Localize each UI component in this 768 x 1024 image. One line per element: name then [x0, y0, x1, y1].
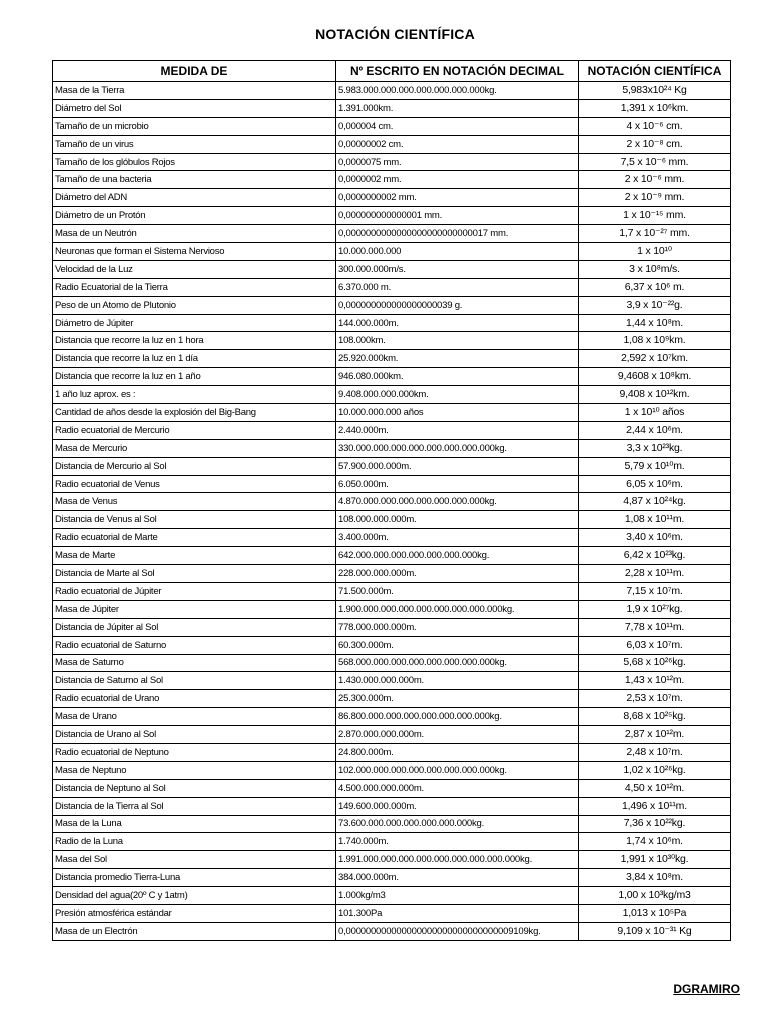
cell-medida: Masa de Marte — [53, 547, 336, 565]
cell-decimal: 0,00000002 cm. — [336, 135, 579, 153]
cell-cientifica: 7,5 x 10⁻⁶ mm. — [579, 153, 731, 171]
table-row — [53, 547, 731, 565]
header-cientifica: NOTACIÓN CIENTÍFICA — [579, 61, 731, 82]
cell-decimal: 5.983.000.000.000.000.000.000.000kg. — [336, 82, 579, 100]
cell-cientifica: 1,00 x 10³kg/m3 — [579, 887, 731, 905]
cell-cientifica: 1,08 x 10¹¹m. — [579, 511, 731, 529]
cell-decimal: 228.000.000.000m. — [336, 565, 579, 583]
cell-medida: Masa de Saturno — [53, 654, 336, 672]
cell-decimal: 0,000000000000001 mm. — [336, 207, 579, 225]
cell-medida: Tamaño de los glóbulos Rojos — [53, 153, 336, 171]
cell-decimal: 144.000.000m. — [336, 314, 579, 332]
cell-medida: Masa de la Luna — [53, 815, 336, 833]
cell-cientifica: 7,15 x 10⁷m. — [579, 582, 731, 600]
table-row — [53, 726, 731, 744]
cell-decimal: 25.920.000km. — [336, 350, 579, 368]
cell-cientifica: 7,78 x 10¹¹m. — [579, 618, 731, 636]
cell-cientifica: 2 x 10⁻⁸ cm. — [579, 135, 731, 153]
cell-decimal: 0,000000000000000000000000000000009109kg. — [336, 922, 579, 940]
cell-cientifica: 1,013 x 10⁵Pa — [579, 904, 731, 922]
cell-medida: Peso de un Atomo de Plutonio — [53, 296, 336, 314]
cell-cientifica: 2,48 x 10⁷m. — [579, 743, 731, 761]
cell-cientifica: 3,84 x 10⁸m. — [579, 869, 731, 887]
cell-cientifica: 5,983x10²⁴ Kg — [579, 82, 731, 100]
table-row — [53, 708, 731, 726]
cell-cientifica: 7,36 x 10²²kg. — [579, 815, 731, 833]
cell-decimal: 2.440.000m. — [336, 421, 579, 439]
cell-medida: Tamaño de una bacteria — [53, 171, 336, 189]
cell-cientifica: 9,4608 x 10⁸km. — [579, 368, 731, 386]
cell-cientifica: 9,109 x 10⁻³¹ Kg — [579, 922, 731, 940]
cell-medida: Tamaño de un microbio — [53, 117, 336, 135]
cell-decimal: 86.800.000.000.000.000.000.000.000kg. — [336, 708, 579, 726]
cell-medida: Masa de Neptuno — [53, 761, 336, 779]
table-row — [53, 457, 731, 475]
cell-decimal: 330.000.000.000.000.000.000.000.000kg. — [336, 439, 579, 457]
cell-medida: Densidad del agua(20º C y 1atm) — [53, 887, 336, 905]
cell-medida: Distancia de Saturno al Sol — [53, 672, 336, 690]
cell-medida: Masa de Mercurio — [53, 439, 336, 457]
cell-cientifica: 2,592 x 10⁷km. — [579, 350, 731, 368]
page-title: NOTACIÓN CIENTÍFICA — [315, 26, 475, 42]
cell-medida: Masa de un Electrón — [53, 922, 336, 940]
cell-cientifica: 2 x 10⁻⁹ mm. — [579, 189, 731, 207]
cell-medida: Masa de un Neutrón — [53, 225, 336, 243]
cell-decimal: 57.900.000.000m. — [336, 457, 579, 475]
author-signature: DGRAMIRO — [673, 982, 740, 996]
cell-decimal: 0,000004 cm. — [336, 117, 579, 135]
table-row — [53, 421, 731, 439]
cell-cientifica: 6,05 x 10⁶m. — [579, 475, 731, 493]
table-row — [53, 654, 731, 672]
cell-medida: Masa de Urano — [53, 708, 336, 726]
table-row — [53, 743, 731, 761]
cell-medida: Radio ecuatorial de Neptuno — [53, 743, 336, 761]
cell-cientifica: 1,02 x 10²⁶kg. — [579, 761, 731, 779]
table-row — [53, 922, 731, 940]
cell-cientifica: 2 x 10⁻⁶ mm. — [579, 171, 731, 189]
cell-cientifica: 6,42 x 10²³kg. — [579, 547, 731, 565]
cell-cientifica: 2,53 x 10⁷m. — [579, 690, 731, 708]
table-row — [53, 332, 731, 350]
cell-medida: Distancia de Mercurio al Sol — [53, 457, 336, 475]
header-decimal: Nº ESCRITO EN NOTACIÓN DECIMAL — [336, 61, 579, 82]
table-row — [53, 368, 731, 386]
cell-decimal: 1.430.000.000.000m. — [336, 672, 579, 690]
table-row — [53, 833, 731, 851]
table-row — [53, 386, 731, 404]
cell-medida: Radio ecuatorial de Júpiter — [53, 582, 336, 600]
cell-medida: Velocidad de la Luz — [53, 260, 336, 278]
cell-decimal: 108.000.000.000m. — [336, 511, 579, 529]
cell-decimal: 2.870.000.000.000m. — [336, 726, 579, 744]
table-row — [53, 529, 731, 547]
cell-decimal: 1.740.000m. — [336, 833, 579, 851]
cell-cientifica: 1,44 x 10⁸m. — [579, 314, 731, 332]
cell-medida: Distancia de la Tierra al Sol — [53, 797, 336, 815]
cell-medida: Diámetro del ADN — [53, 189, 336, 207]
cell-decimal: 778.000.000.000m. — [336, 618, 579, 636]
cell-decimal: 24.800.000m. — [336, 743, 579, 761]
cell-medida: Distancia de Venus al Sol — [53, 511, 336, 529]
cell-medida: Radio ecuatorial de Mercurio — [53, 421, 336, 439]
table-row — [53, 296, 731, 314]
cell-cientifica: 1,391 x 10⁶km. — [579, 99, 731, 117]
cell-decimal: 3.400.000m. — [336, 529, 579, 547]
cell-decimal: 101.300Pa — [336, 904, 579, 922]
cell-decimal: 0,000000000000000000039 g. — [336, 296, 579, 314]
table-row — [53, 582, 731, 600]
cell-medida: Distancia promedio Tierra-Luna — [53, 869, 336, 887]
table-row — [53, 636, 731, 654]
cell-medida: Masa de Júpiter — [53, 600, 336, 618]
cell-medida: Presión atmosférica estándar — [53, 904, 336, 922]
cell-medida: Masa del Sol — [53, 851, 336, 869]
cell-decimal: 0,0000000000000000000000000017 mm. — [336, 225, 579, 243]
cell-decimal: 4.870.000.000.000.000.000.000.000kg. — [336, 493, 579, 511]
cell-cientifica: 9,408 x 10¹²km. — [579, 386, 731, 404]
cell-cientifica: 4,87 x 10²⁴kg. — [579, 493, 731, 511]
cell-cientifica: 1,74 x 10⁶m. — [579, 833, 731, 851]
cell-cientifica: 1 x 10⁻¹⁵ mm. — [579, 207, 731, 225]
cell-medida: Distancia de Urano al Sol — [53, 726, 336, 744]
cell-decimal: 4.500.000.000.000m. — [336, 779, 579, 797]
table-row — [53, 153, 731, 171]
cell-decimal: 71.500.000m. — [336, 582, 579, 600]
cell-medida: Distancia que recorre la luz en 1 día — [53, 350, 336, 368]
cell-medida: Diámetro de un Protón — [53, 207, 336, 225]
table-row — [53, 618, 731, 636]
table-row — [53, 672, 731, 690]
cell-decimal: 10.000.000.000 años — [336, 404, 579, 422]
cell-decimal: 0,0000000002 mm. — [336, 189, 579, 207]
cell-medida: Radio ecuatorial de Venus — [53, 475, 336, 493]
cell-decimal: 0,0000002 mm. — [336, 171, 579, 189]
cell-decimal: 149.600.000.000m. — [336, 797, 579, 815]
cell-cientifica: 2,44 x 10⁶m. — [579, 421, 731, 439]
table-header-row — [53, 61, 731, 82]
cell-medida: Distancia que recorre la luz en 1 hora — [53, 332, 336, 350]
cell-medida: Radio ecuatorial de Marte — [53, 529, 336, 547]
cell-decimal: 1.391.000km. — [336, 99, 579, 117]
table-row — [53, 690, 731, 708]
scientific-notation-table — [52, 60, 731, 941]
table-row — [53, 278, 731, 296]
cell-cientifica: 5,68 x 10²⁶kg. — [579, 654, 731, 672]
cell-medida: 1 año luz aprox. es : — [53, 386, 336, 404]
cell-medida: Distancia de Marte al Sol — [53, 565, 336, 583]
table-row — [53, 779, 731, 797]
cell-decimal: 25.300.000m. — [336, 690, 579, 708]
table-row — [53, 117, 731, 135]
cell-cientifica: 3 x 10⁸m/s. — [579, 260, 731, 278]
cell-decimal: 108.000km. — [336, 332, 579, 350]
cell-cientifica: 4,50 x 10¹²m. — [579, 779, 731, 797]
cell-decimal: 0,0000075 mm. — [336, 153, 579, 171]
cell-decimal: 10.000.000.000 — [336, 243, 579, 261]
cell-medida: Distancia de Júpiter al Sol — [53, 618, 336, 636]
cell-medida: Radio de la Luna — [53, 833, 336, 851]
table-row — [53, 314, 731, 332]
cell-cientifica: 6,03 x 10⁷m. — [579, 636, 731, 654]
cell-decimal: 6.050.000m. — [336, 475, 579, 493]
cell-medida: Radio ecuatorial de Saturno — [53, 636, 336, 654]
table-row — [53, 815, 731, 833]
cell-medida: Distancia de Neptuno al Sol — [53, 779, 336, 797]
cell-cientifica: 3,3 x 10²³kg. — [579, 439, 731, 457]
cell-cientifica: 1,9 x 10²⁷kg. — [579, 600, 731, 618]
table-row — [53, 797, 731, 815]
table-row — [53, 887, 731, 905]
cell-cientifica: 1 x 10¹⁰ — [579, 243, 731, 261]
table-row — [53, 869, 731, 887]
cell-decimal: 73.600.000.000.000.000.000.000kg. — [336, 815, 579, 833]
cell-decimal: 1.991.000.000.000.000.000.000.000.000.000kg. — [336, 851, 579, 869]
cell-cientifica: 8,68 x 10²⁵kg. — [579, 708, 731, 726]
cell-medida: Diámetro del Sol — [53, 99, 336, 117]
cell-cientifica: 2,87 x 10¹²m. — [579, 726, 731, 744]
table-row — [53, 207, 731, 225]
cell-medida: Tamaño de un virus — [53, 135, 336, 153]
cell-cientifica: 1,7 x 10⁻²⁷ mm. — [579, 225, 731, 243]
cell-decimal: 384.000.000m. — [336, 869, 579, 887]
table-body — [53, 82, 731, 941]
table-row — [53, 565, 731, 583]
cell-decimal: 1.000kg/m3 — [336, 887, 579, 905]
table-row — [53, 99, 731, 117]
cell-medida: Radio Ecuatorial de la Tierra — [53, 278, 336, 296]
cell-decimal: 60.300.000m. — [336, 636, 579, 654]
cell-decimal: 568.000.000.000.000.000.000.000.000kg. — [336, 654, 579, 672]
cell-cientifica: 3,9 x 10⁻²²g. — [579, 296, 731, 314]
cell-cientifica: 1,43 x 10¹²m. — [579, 672, 731, 690]
cell-decimal: 946.080.000km. — [336, 368, 579, 386]
table-row — [53, 904, 731, 922]
cell-medida: Diámetro de Júpiter — [53, 314, 336, 332]
cell-cientifica: 3,40 x 10⁶m. — [579, 529, 731, 547]
cell-cientifica: 1,991 x 10³⁰kg. — [579, 851, 731, 869]
cell-medida: Neuronas que forman el Sistema Nervioso — [53, 243, 336, 261]
cell-cientifica: 4 x 10⁻⁶ cm. — [579, 117, 731, 135]
table-row — [53, 82, 731, 100]
table-row — [53, 851, 731, 869]
cell-medida: Cantidad de años desde la explosión del Big-Bang — [53, 404, 336, 422]
cell-decimal: 9.408.000.000.000km. — [336, 386, 579, 404]
cell-medida: Distancia que recorre la luz en 1 año — [53, 368, 336, 386]
cell-cientifica: 2,28 x 10¹¹m. — [579, 565, 731, 583]
table-row — [53, 475, 731, 493]
cell-cientifica: 1,496 x 10¹¹m. — [579, 797, 731, 815]
table-row — [53, 171, 731, 189]
cell-cientifica: 1 x 10¹⁰ años — [579, 404, 731, 422]
cell-decimal: 1.900.000.000.000.000.000.000.000.000kg. — [336, 600, 579, 618]
cell-decimal: 102.000.000.000.000.000.000.000.000kg. — [336, 761, 579, 779]
table-row — [53, 135, 731, 153]
cell-cientifica: 6,37 x 10⁶ m. — [579, 278, 731, 296]
cell-decimal: 300.000.000m/s. — [336, 260, 579, 278]
table-row — [53, 350, 731, 368]
table-row — [53, 189, 731, 207]
cell-decimal: 6.370.000 m. — [336, 278, 579, 296]
cell-medida: Masa de la Tierra — [53, 82, 336, 100]
cell-cientifica: 1,08 x 10⁹km. — [579, 332, 731, 350]
table-row — [53, 600, 731, 618]
table-row — [53, 243, 731, 261]
cell-cientifica: 5,79 x 10¹⁰m. — [579, 457, 731, 475]
table-row — [53, 225, 731, 243]
header-medida: MEDIDA DE — [53, 61, 336, 82]
table-row — [53, 761, 731, 779]
table-row — [53, 260, 731, 278]
cell-medida: Masa de Venus — [53, 493, 336, 511]
table-row — [53, 439, 731, 457]
cell-decimal: 642.000.000.000.000.000.000.000kg. — [336, 547, 579, 565]
table-row — [53, 493, 731, 511]
table-row — [53, 511, 731, 529]
table-row — [53, 404, 731, 422]
cell-medida: Radio ecuatorial de Urano — [53, 690, 336, 708]
